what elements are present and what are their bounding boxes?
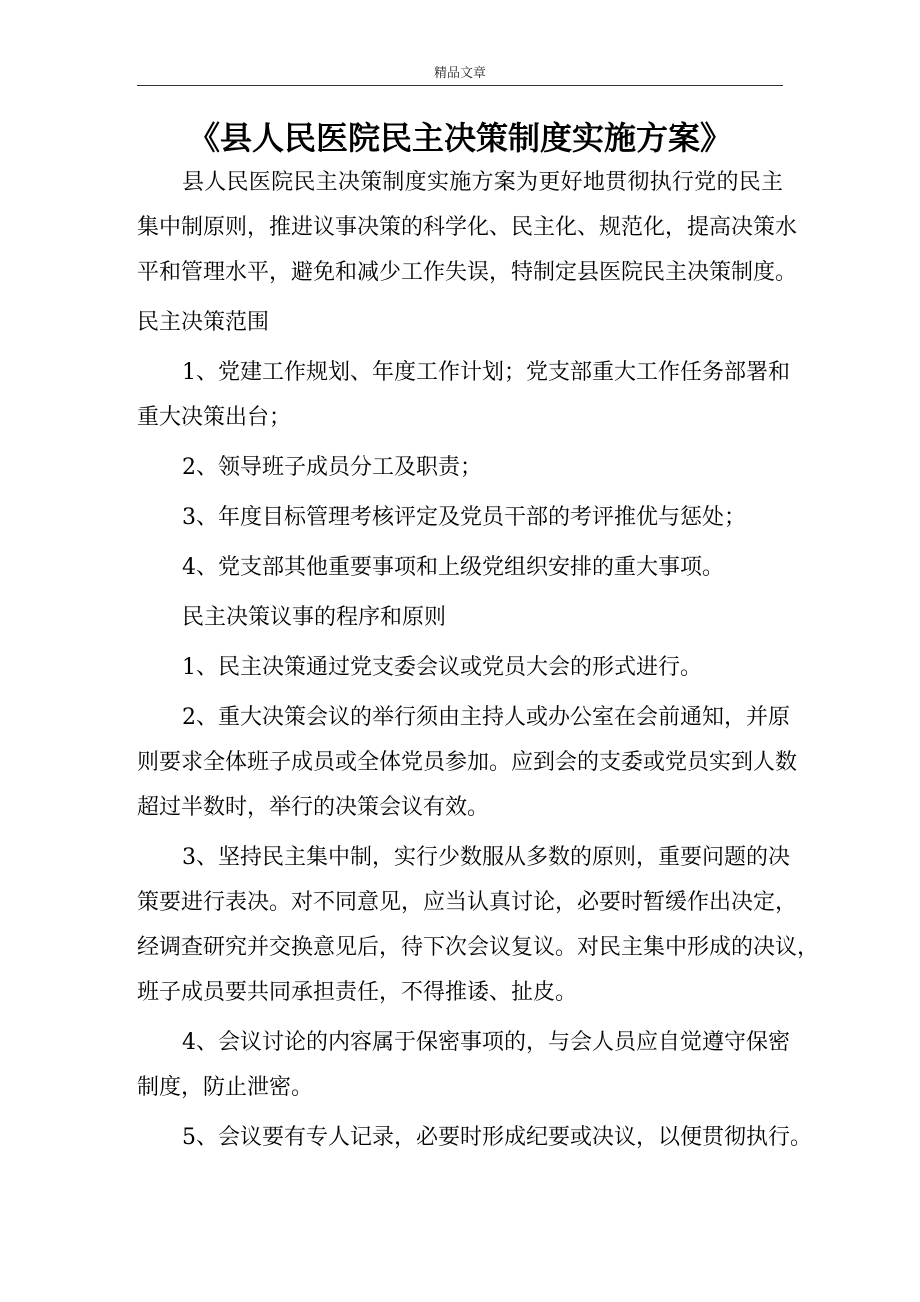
paragraph-line: 超过半数时，举行的决策会议有效。 xyxy=(137,795,490,820)
paragraph-line: 3、年度目标管理考核评定及党员干部的考评推优与惩处； xyxy=(182,505,746,530)
paragraph xyxy=(137,695,798,830)
paragraph-line: 民主决策议事的程序和原则 xyxy=(182,605,447,630)
paragraph-line: 3、坚持民主集中制，实行少数服从多数的原则，重要问题的决 xyxy=(182,845,790,870)
paragraph-line: 1、党建工作规划、年度工作计划；党支部重大工作任务部署和 xyxy=(182,360,790,385)
header-divider xyxy=(137,85,783,86)
document-body xyxy=(137,160,820,1165)
paragraph-line: 民主决策范围 xyxy=(137,310,270,335)
paragraph xyxy=(137,445,783,490)
paragraph xyxy=(137,495,783,540)
paragraph-line: 1、民主决策通过党支委会议或党员大会的形式进行。 xyxy=(182,655,702,680)
paragraph xyxy=(137,1020,790,1110)
paragraph-line: 策要进行表决。对不同意见，应当认真讨论，必要时暂缓作出决定， xyxy=(137,890,798,915)
paragraph-line: 经调查研究并交换意见后，待下次会议复议。对民主集中形成的决议， xyxy=(137,935,820,960)
paragraph xyxy=(137,835,820,1015)
paragraph-line: 县人民医院民主决策制度实施方案为更好地贯彻执行党的民主 xyxy=(182,170,783,195)
paragraph-line: 5、会议要有专人记录，必要时形成纪要或决议，以便贯彻执行。 xyxy=(182,1125,812,1150)
document-title: 《县人民医院民主决策制度实施方案》 xyxy=(187,119,732,157)
paragraph-line: 平和管理水平，避免和减少工作失误，特制定县医院民主决策制度。 xyxy=(137,260,798,285)
paragraph xyxy=(137,300,783,345)
paragraph xyxy=(137,545,783,590)
paragraph xyxy=(137,645,783,690)
paragraph xyxy=(137,1115,812,1160)
page-header: 精品文章 xyxy=(433,66,486,81)
paragraph-line: 4、党支部其他重要事项和上级党组织安排的重大事项。 xyxy=(182,555,724,580)
paragraph-line: 班子成员要共同承担责任，不得推诿、扯皮。 xyxy=(137,980,578,1005)
paragraph xyxy=(137,595,783,640)
paragraph-line: 重大决策出台； xyxy=(137,405,292,430)
paragraph xyxy=(137,160,798,295)
paragraph xyxy=(137,350,790,440)
paragraph-line: 制度，防止泄密。 xyxy=(137,1075,314,1100)
paragraph-line: 集中制原则，推进议事决策的科学化、民主化、规范化，提高决策水 xyxy=(137,215,798,240)
paragraph-line: 2、领导班子成员分工及职责； xyxy=(182,455,482,480)
paragraph-line: 4、会议讨论的内容属于保密事项的，与会人员应自觉遵守保密 xyxy=(182,1030,790,1055)
paragraph-line: 则要求全体班子成员或全体党员参加。应到会的支委或党员实到人数 xyxy=(137,750,798,775)
paragraph-line: 2、重大决策会议的举行须由主持人或办公室在会前通知，并原 xyxy=(182,705,790,730)
